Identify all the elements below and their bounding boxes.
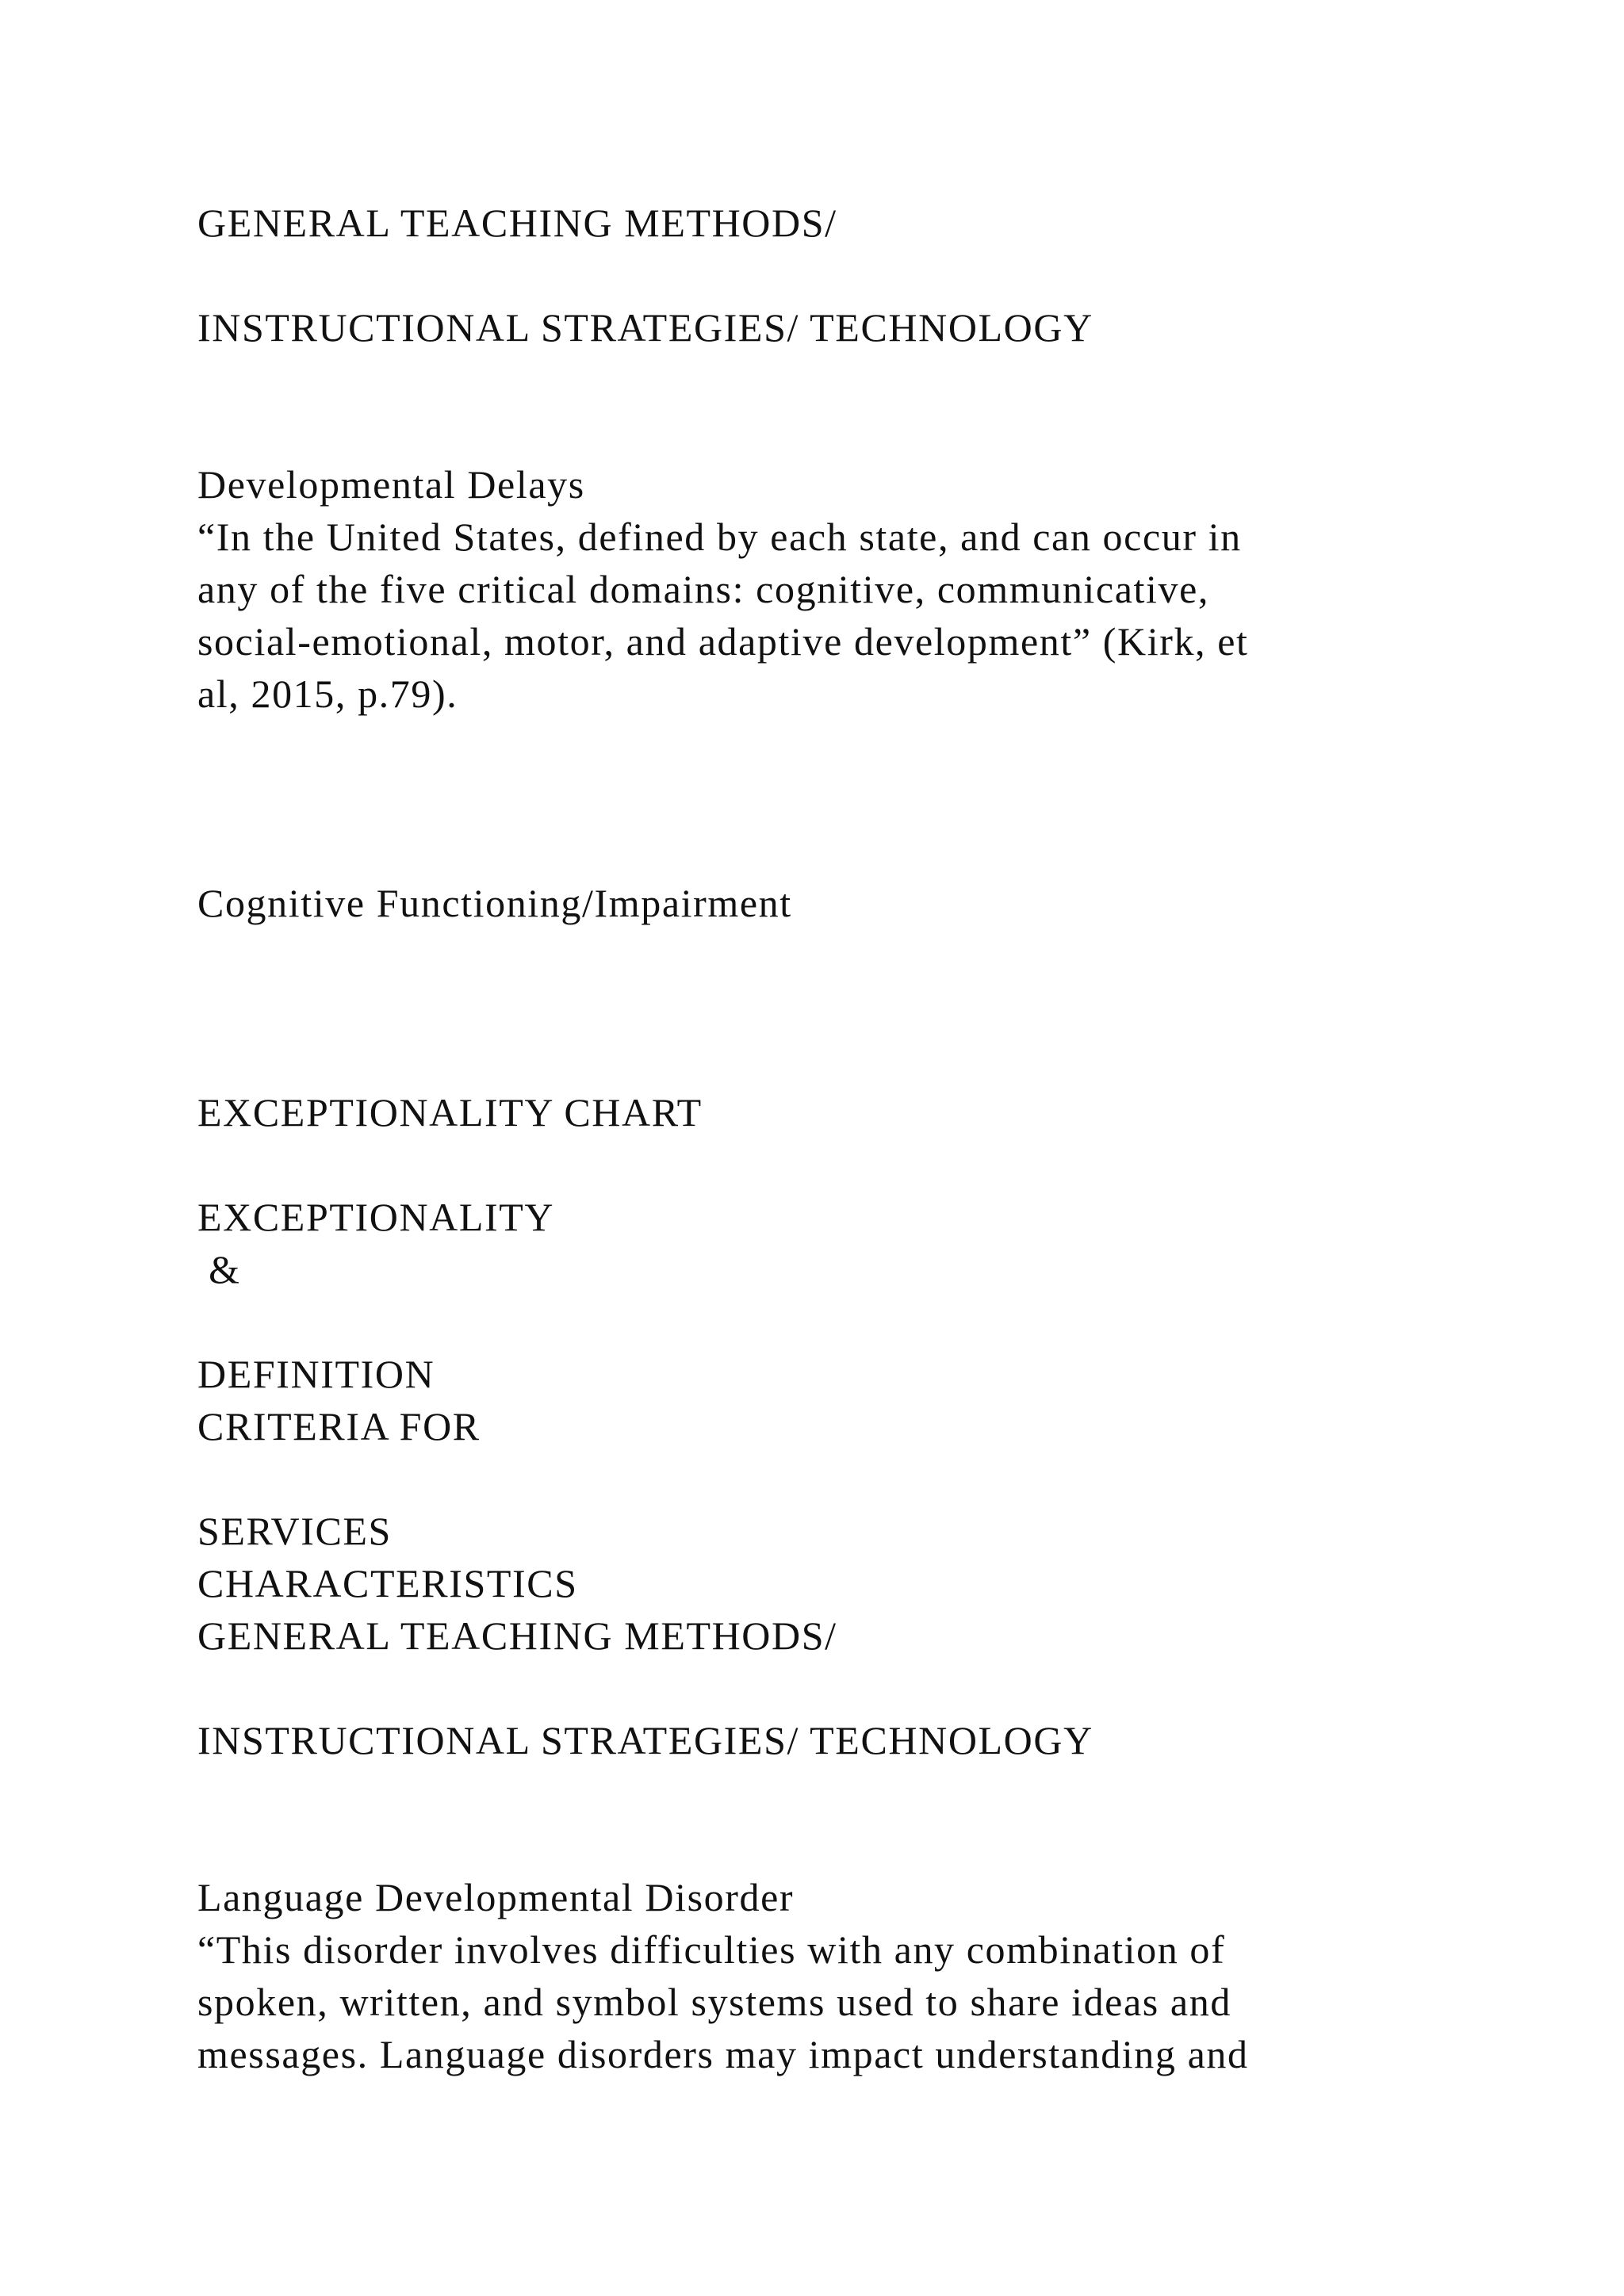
developmental-delays-text-line: any of the five critical domains: cognitive, communicative, [197, 567, 1209, 611]
cognitive-functioning-title: Cognitive Functioning/Impairment [197, 881, 792, 925]
language-disorder-text-line: messages. Language disorders may impact understanding and [197, 2032, 1249, 2076]
chart-header-ampersand: & [197, 1247, 241, 1292]
chart-header-criteria-for: CRITERIA FOR [197, 1404, 481, 1448]
developmental-delays-text-line: al, 2015, p.79). [197, 672, 458, 716]
developmental-delays-text-line: social-emotional, motor, and adaptive development” (Kirk, et [197, 619, 1249, 664]
exceptionality-chart-title: EXCEPTIONALITY CHART [197, 1090, 703, 1135]
chart-header-definition: DEFINITION [197, 1352, 435, 1396]
chart-header-instructional-strategies: INSTRUCTIONAL STRATEGIES/ TECHNOLOGY [197, 1718, 1094, 1762]
language-disorder-text-line: spoken, written, and symbol systems used to share ideas and [197, 1980, 1231, 2024]
language-disorder-title: Language Developmental Disorder [197, 1875, 795, 1919]
developmental-delays-title: Developmental Delays [197, 462, 585, 507]
heading-instructional-strategies: INSTRUCTIONAL STRATEGIES/ TECHNOLOGY [197, 305, 1094, 350]
chart-header-general-teaching-methods: GENERAL TEACHING METHODS/ [197, 1613, 837, 1658]
chart-header-exceptionality: EXCEPTIONALITY [197, 1195, 555, 1239]
chart-header-services: SERVICES [197, 1509, 392, 1553]
developmental-delays-text-line: “In the United States, defined by each state, and can occur in [197, 515, 1242, 559]
chart-header-characteristics: CHARACTERISTICS [197, 1561, 578, 1605]
heading-general-teaching-methods: GENERAL TEACHING METHODS/ [197, 201, 837, 245]
language-disorder-text-line: “This disorder involves difficulties with any combination of [197, 1927, 1226, 1972]
